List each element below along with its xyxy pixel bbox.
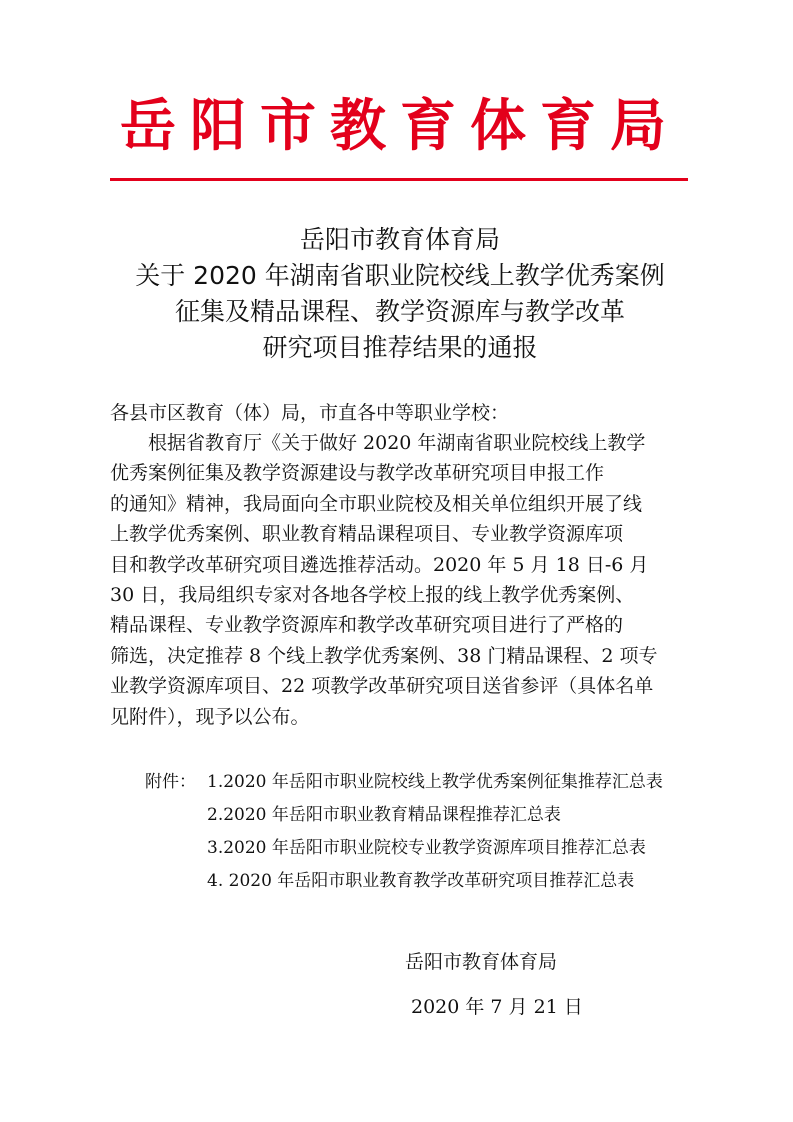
body-line: 根据省教育厅《关于做好 2020 年湖南省职业院校线上教学 (110, 432, 646, 454)
body-paragraph (110, 428, 695, 732)
title-line: 研究项目推荐结果的通报 (262, 333, 538, 362)
body-line: 目和教学改革研究项目遴选推荐活动。2020 年 5 月 18 日-6 月 (110, 553, 649, 576)
salutation: 各县市区教育（体）局，市直各中等职业学校： (110, 402, 510, 424)
body-line: 30 日，我局组织专家对各地各学校上报的线上教学优秀案例、 (110, 584, 635, 607)
attachment-title: 2.2020 年岳阳市职业教育精品课程推荐汇总表 (207, 805, 561, 825)
document-title (80, 222, 720, 366)
body-line: 业教学资源库项目、22 项教学改革研究项目送省参评（具体名单 (110, 675, 654, 698)
signoff-block (405, 940, 583, 1030)
attachment-title: 4. 2020 年岳阳市职业教育教学改革研究项目推荐汇总表 (207, 871, 635, 891)
attachment-item (145, 832, 663, 865)
attachments-label: 附件： (145, 772, 196, 792)
signoff-organization: 岳阳市教育体育局 (405, 951, 558, 973)
attachment-item (145, 799, 663, 832)
body-line: 上教学优秀案例、职业教育精品课程项目、专业教学资源库项 (110, 523, 624, 546)
body-line: 见附件），现予以公布。 (110, 705, 310, 728)
masthead-title: 岳阳市教育体育局 (120, 94, 680, 159)
body-line: 优秀案例征集及教学资源建设与教学改革研究项目申报工作 (110, 462, 605, 485)
body-line: 筛选，决定推荐 8 个线上教学优秀案例、38 门精品课程、2 项专 (110, 644, 658, 667)
title-line: 关于 2020 年湖南省职业院校线上教学优秀案例 (135, 261, 665, 290)
title-line: 岳阳市教育体育局 (299, 225, 500, 254)
attachment-title: 3.2020 年岳阳市职业院校专业教学资源库项目推荐汇总表 (207, 838, 646, 858)
title-line: 征集及精品课程、教学资源库与教学改革 (174, 297, 625, 326)
attachments-list (145, 766, 663, 898)
masthead-divider (110, 178, 688, 181)
attachment-item (145, 766, 663, 799)
body-line: 精品课程、专业教学资源库和教学改革研究项目进行了严格的 (110, 614, 624, 637)
signoff-date: 2020 年 7 月 21 日 (411, 996, 583, 1018)
attachment-item (145, 865, 663, 898)
attachment-title: 1.2020 年岳阳市职业院校线上教学优秀案例征集推荐汇总表 (207, 772, 663, 792)
body-line: 的通知》精神，我局面向全市职业院校及相关单位组织开展了线 (110, 492, 643, 515)
